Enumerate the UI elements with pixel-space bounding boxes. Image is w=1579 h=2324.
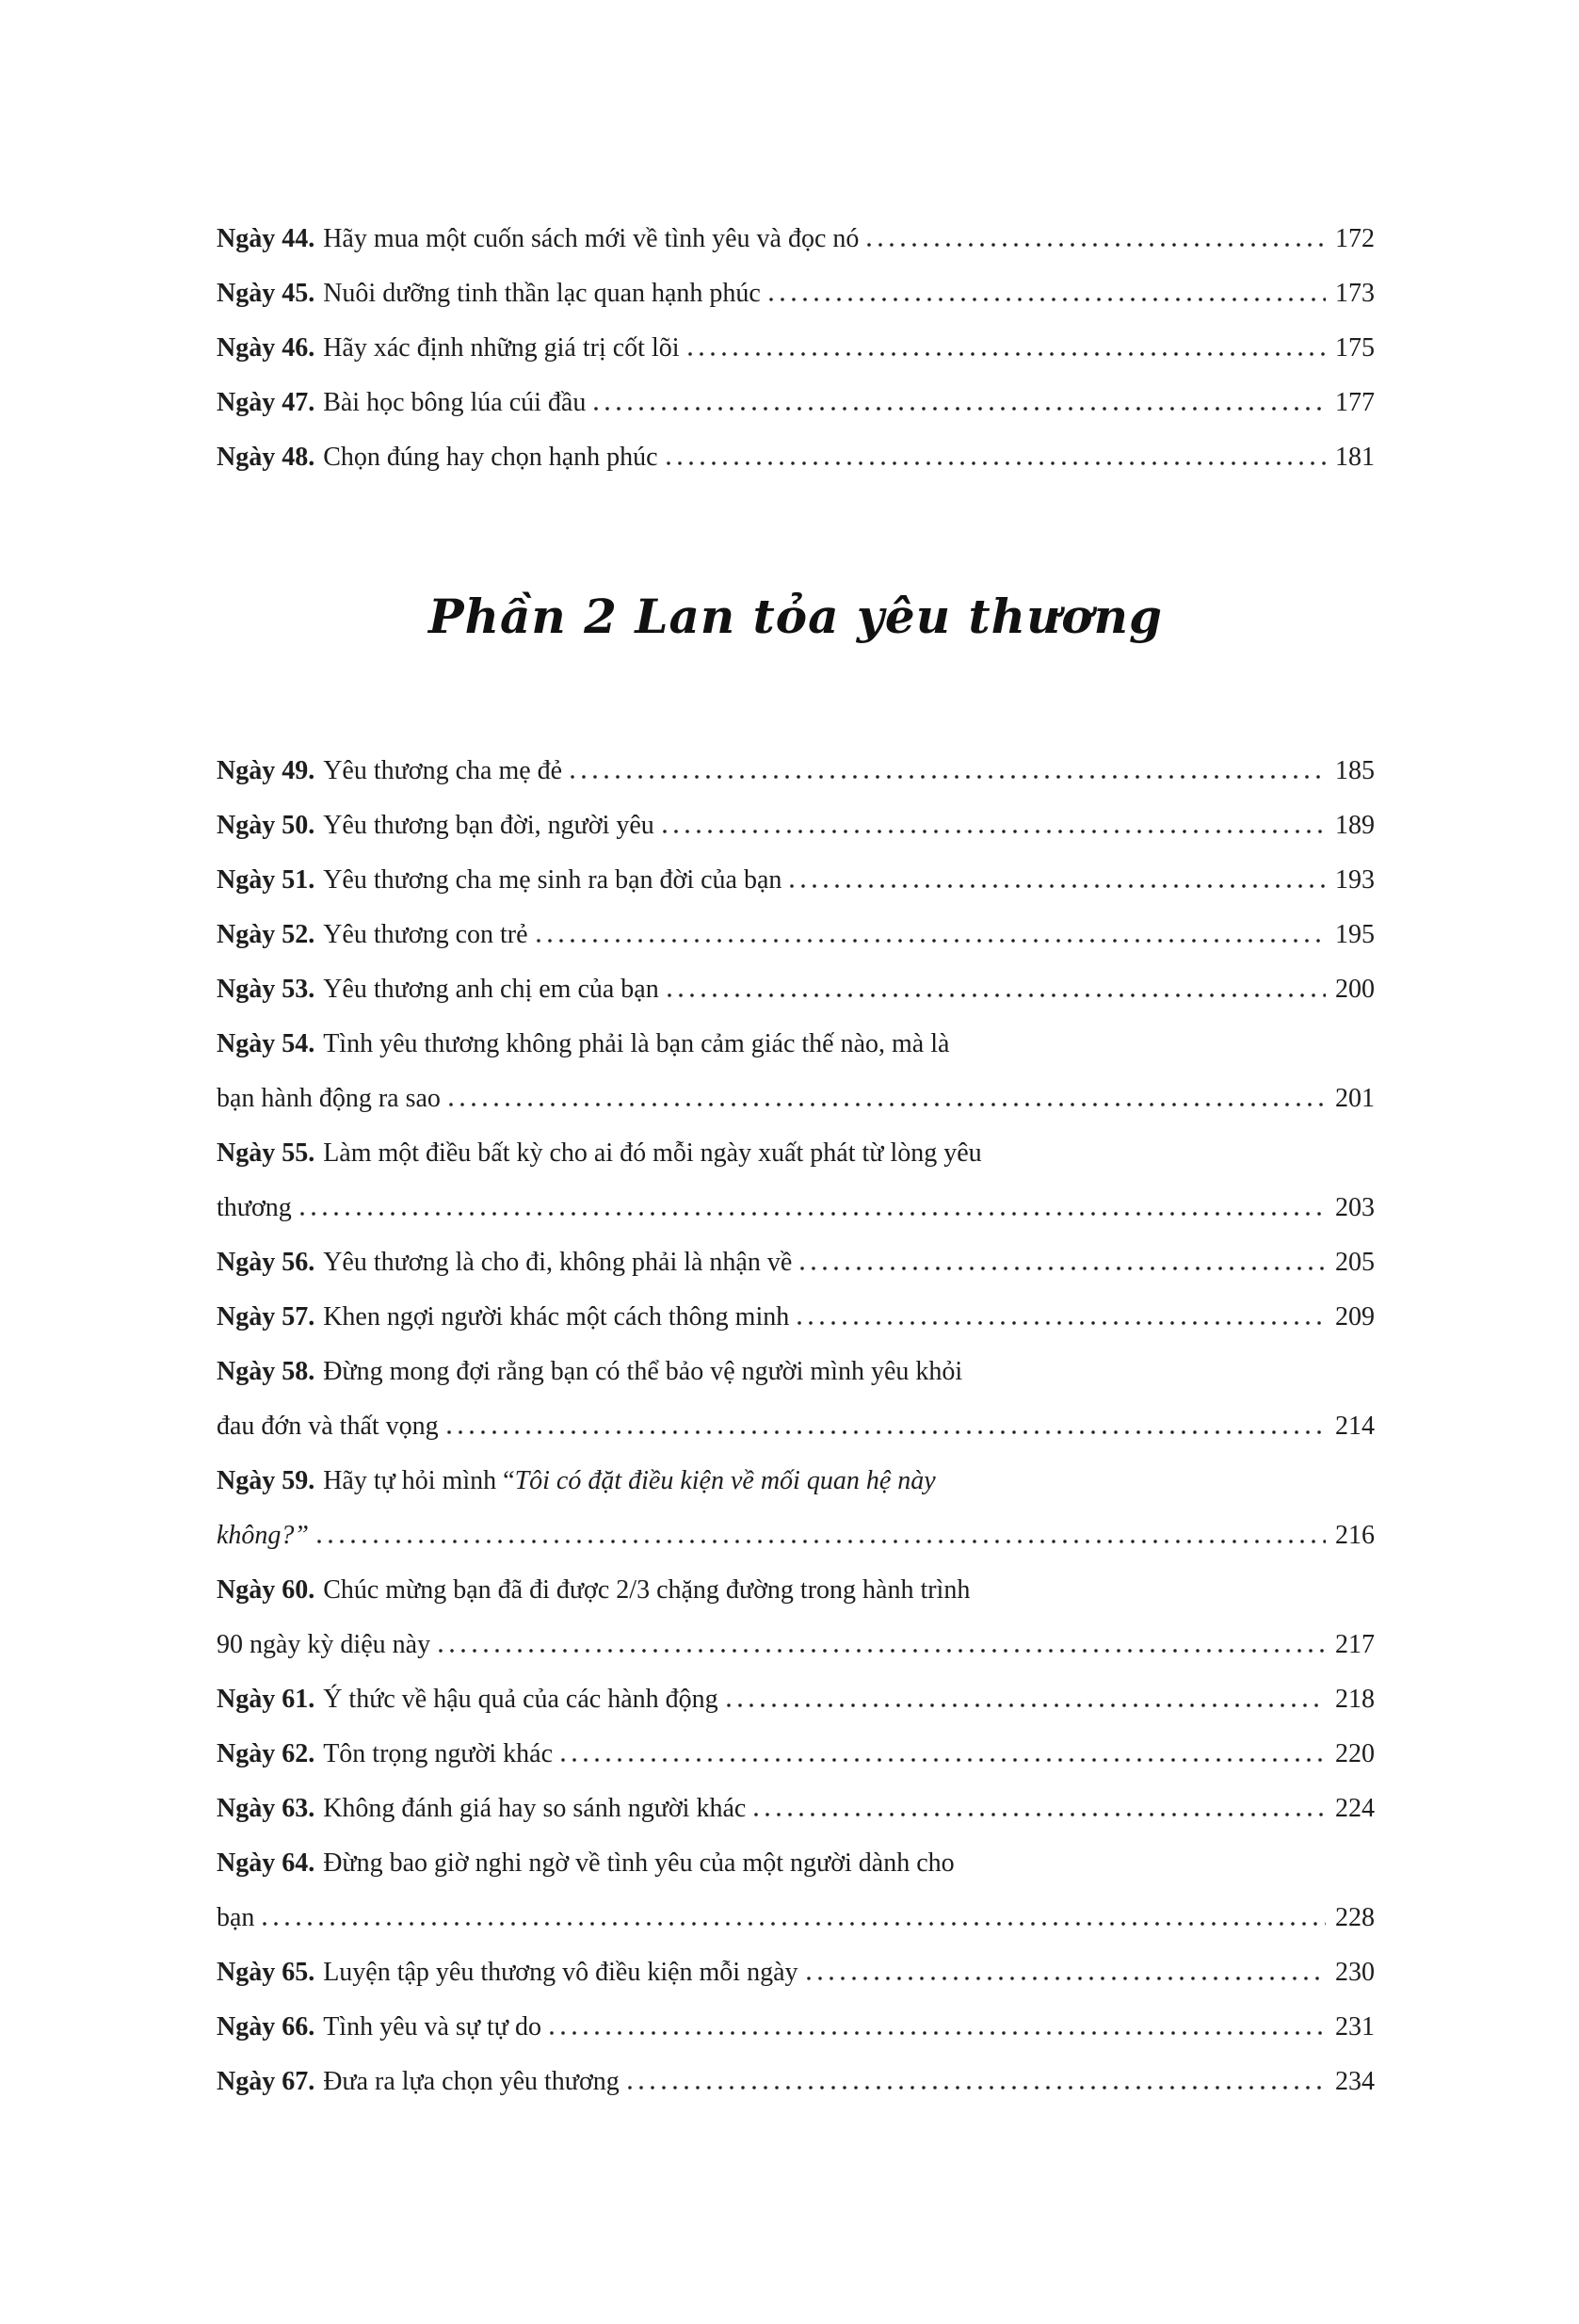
dot-leader <box>571 775 1326 779</box>
toc-entry <box>217 1345 1375 1454</box>
dot-leader <box>688 352 1326 356</box>
toc-line <box>217 430 1375 485</box>
toc-entry-title: Hãy xác định những giá trị cốt lõi <box>323 333 680 363</box>
toc-line <box>217 1563 1375 1618</box>
page-number: 231 <box>1335 2012 1375 2042</box>
toc-entry-label: Ngày 46. <box>217 333 315 363</box>
page-number: 214 <box>1335 1412 1375 1441</box>
dot-leader <box>667 461 1326 465</box>
dot-leader <box>561 1758 1326 1762</box>
toc-entry-title: Đừng bao giờ nghi ngờ về tình yêu của một người dành cho <box>323 1848 955 1878</box>
toc-line <box>217 908 1375 962</box>
dot-leader <box>727 1703 1326 1707</box>
page-number: 205 <box>1335 1248 1375 1277</box>
toc-entry-title: Tình yêu và sự tự do <box>323 2012 541 2042</box>
toc-entry-label: Ngày 56. <box>217 1248 315 1277</box>
toc-entry-label: Ngày 59. <box>217 1466 315 1495</box>
toc-entry-title: bạn hành động ra sao <box>217 1084 441 1113</box>
toc-entry <box>217 1782 1375 1836</box>
toc-entry-title: Bài học bông lúa cúi đầu <box>323 388 587 417</box>
toc-entry-label: Ngày 44. <box>217 224 315 253</box>
toc-entry <box>217 1945 1375 2000</box>
toc-entry-label: Ngày 54. <box>217 1029 315 1058</box>
toc-line <box>217 1727 1375 1782</box>
toc-entry <box>217 1727 1375 1782</box>
toc-line <box>217 853 1375 908</box>
toc-entry-title: Yêu thương con trẻ <box>323 920 528 949</box>
page-number: 173 <box>1335 279 1375 308</box>
page-number: 189 <box>1335 811 1375 840</box>
toc-entry-title: Yêu thương cha mẹ đẻ <box>323 756 563 785</box>
dot-leader <box>769 298 1326 301</box>
toc-line <box>217 1509 1375 1563</box>
toc-entry <box>217 853 1375 908</box>
toc-entry-label: Ngày 55. <box>217 1138 315 1168</box>
toc-entry-title: Đưa ra lựa chọn yêu thương <box>323 2067 620 2096</box>
page-number: 181 <box>1335 443 1375 472</box>
toc-entry-title: Đừng mong đợi rằng bạn có thể bảo vệ người mình yêu khỏi <box>323 1357 963 1386</box>
toc-entry-label: Ngày 65. <box>217 1958 315 1987</box>
toc-entry-title: 90 ngày kỳ diệu này <box>217 1630 431 1659</box>
toc-entry-label: Ngày 61. <box>217 1685 315 1714</box>
dot-leader <box>594 407 1326 411</box>
toc-entry-label: Ngày 63. <box>217 1794 315 1823</box>
toc-line <box>217 1126 1375 1181</box>
toc-entry-label: Ngày 62. <box>217 1739 315 1768</box>
toc-line <box>217 1945 1375 2000</box>
page-number: 203 <box>1335 1193 1375 1222</box>
toc-entry <box>217 908 1375 962</box>
toc-line <box>217 1836 1375 1891</box>
page-number: 185 <box>1335 756 1375 785</box>
toc-line <box>217 376 1375 430</box>
toc-entry-label: Ngày 66. <box>217 2012 315 2042</box>
toc-entry-title: Chọn đúng hay chọn hạnh phúc <box>323 443 658 472</box>
toc-entry-title <box>323 1466 936 1495</box>
toc-entry-title-segment: không?” <box>217 1521 309 1550</box>
toc-line <box>217 1891 1375 1945</box>
toc-entry-title: Ý thức về hậu quả của các hành động <box>323 1685 718 1714</box>
dot-leader <box>447 1430 1326 1434</box>
toc-line <box>217 1399 1375 1454</box>
toc-part-1 <box>217 212 1375 485</box>
toc-entry <box>217 266 1375 321</box>
toc-entry-title: Yêu thương cha mẹ sinh ra bạn đời của bạn <box>323 865 782 895</box>
dot-leader <box>867 243 1326 247</box>
toc-entry <box>217 1290 1375 1345</box>
toc-entry <box>217 744 1375 799</box>
toc-entry-label: Ngày 52. <box>217 920 315 949</box>
dot-leader <box>798 1321 1326 1325</box>
toc-entry-label: Ngày 51. <box>217 865 315 895</box>
toc-line <box>217 1072 1375 1126</box>
toc-entry-label: Ngày 47. <box>217 388 315 417</box>
toc-entry-label: Ngày 67. <box>217 2067 315 2096</box>
toc-entry <box>217 962 1375 1017</box>
page-number: 218 <box>1335 1685 1375 1714</box>
toc-entry <box>217 1563 1375 1672</box>
toc-line <box>217 1782 1375 1836</box>
page-number: 209 <box>1335 1302 1375 1331</box>
toc-entry <box>217 1836 1375 1945</box>
toc-line <box>217 799 1375 853</box>
toc-entry-label: Ngày 48. <box>217 443 315 472</box>
page-number: 201 <box>1335 1084 1375 1113</box>
toc-line <box>217 1235 1375 1290</box>
toc-line <box>217 1181 1375 1235</box>
toc-entry <box>217 1126 1375 1235</box>
toc-entry <box>217 376 1375 430</box>
toc-line <box>217 212 1375 266</box>
dot-leader <box>537 939 1326 943</box>
dot-leader <box>263 1922 1326 1926</box>
dot-leader <box>439 1649 1326 1653</box>
page-number: 228 <box>1335 1903 1375 1932</box>
toc-entry <box>217 2055 1375 2109</box>
toc-entry-label: Ngày 64. <box>217 1848 315 1878</box>
toc-entry-title: Khen ngợi người khác một cách thông minh <box>323 1302 790 1331</box>
toc-entry-title: Luyện tập yêu thương vô điều kiện mỗi ngày <box>323 1958 798 1987</box>
toc-entry <box>217 1235 1375 1290</box>
toc-entry <box>217 799 1375 853</box>
dot-leader <box>317 1540 1326 1543</box>
toc-line <box>217 1345 1375 1399</box>
page-number: 195 <box>1335 920 1375 949</box>
toc-line <box>217 266 1375 321</box>
toc-entry-title-segment: Hãy tự hỏi mình “ <box>323 1466 515 1495</box>
toc-entry-title <box>217 1509 309 1563</box>
toc-line <box>217 1290 1375 1345</box>
toc-entry <box>217 1017 1375 1126</box>
toc-entry-title: bạn <box>217 1903 255 1932</box>
toc-entry-title: Yêu thương bạn đời, người yêu <box>323 811 654 840</box>
toc-line <box>217 321 1375 376</box>
dot-leader <box>807 1977 1326 1980</box>
toc-line <box>217 962 1375 1017</box>
toc-entry-label: Ngày 60. <box>217 1575 315 1605</box>
dot-leader <box>754 1813 1326 1816</box>
toc-entry <box>217 430 1375 485</box>
toc-entry-title: Nuôi dưỡng tinh thần lạc quan hạnh phúc <box>323 279 761 308</box>
toc-entry <box>217 1454 1375 1563</box>
toc-entry-title: Yêu thương anh chị em của bạn <box>323 975 659 1004</box>
toc-entry-title: Hãy mua một cuốn sách mới về tình yêu và đọc nó <box>323 224 860 253</box>
page-number: 172 <box>1335 224 1375 253</box>
toc-line <box>217 1017 1375 1072</box>
toc-entry-title: Tình yêu thương không phải là bạn cảm giác thế nào, mà là <box>323 1029 950 1058</box>
page-number: 234 <box>1335 2067 1375 2096</box>
toc-line <box>217 744 1375 799</box>
page-number: 224 <box>1335 1794 1375 1823</box>
toc-line <box>217 2055 1375 2109</box>
dot-leader <box>550 2031 1326 2035</box>
dot-leader <box>300 1212 1326 1216</box>
dot-leader <box>790 884 1326 888</box>
page-number: 200 <box>1335 975 1375 1004</box>
page-number: 230 <box>1335 1958 1375 1987</box>
toc-entry-label: Ngày 50. <box>217 811 315 840</box>
page-number: 193 <box>1335 865 1375 895</box>
toc-entry-title: Tôn trọng người khác <box>323 1739 554 1768</box>
toc-line <box>217 1454 1375 1509</box>
page-number: 177 <box>1335 388 1375 417</box>
page-number: 175 <box>1335 333 1375 363</box>
toc-part-2 <box>217 744 1375 2109</box>
toc-line <box>217 1618 1375 1672</box>
toc-entry <box>217 2000 1375 2055</box>
toc-line <box>217 2000 1375 2055</box>
page-number: 216 <box>1335 1521 1375 1550</box>
toc-entry-label: Ngày 45. <box>217 279 315 308</box>
toc-entry-title: Chúc mừng bạn đã đi được 2/3 chặng đường trong hành trình <box>323 1575 971 1605</box>
toc-entry <box>217 321 1375 376</box>
dot-leader <box>449 1103 1326 1106</box>
toc-entry <box>217 212 1375 266</box>
toc-entry-label: Ngày 57. <box>217 1302 315 1331</box>
toc-entry-label: Ngày 49. <box>217 756 315 785</box>
toc-entry-label: Ngày 53. <box>217 975 315 1004</box>
dot-leader <box>668 993 1326 997</box>
page-number: 220 <box>1335 1739 1375 1768</box>
toc-entry-label: Ngày 58. <box>217 1357 315 1386</box>
toc-entry-title: Không đánh giá hay so sánh người khác <box>323 1794 747 1823</box>
toc-line <box>217 1672 1375 1727</box>
toc-entry-title: Yêu thương là cho đi, không phải là nhận về <box>323 1248 793 1277</box>
toc-entry <box>217 1672 1375 1727</box>
dot-leader <box>663 830 1326 833</box>
page-number: 217 <box>1335 1630 1375 1659</box>
toc-entry-title: đau đớn và thất vọng <box>217 1412 439 1441</box>
toc-entry-title: Làm một điều bất kỳ cho ai đó mỗi ngày xuất phát từ lòng yêu <box>323 1138 982 1168</box>
toc-entry-title: thương <box>217 1193 292 1222</box>
dot-leader <box>800 1267 1326 1270</box>
dot-leader <box>628 2086 1326 2090</box>
toc-entry-title-segment: Tôi có đặt điều kiện về mối quan hệ này <box>514 1466 936 1495</box>
section-heading: Phần 2 Lan tỏa yêu thương <box>428 589 1163 644</box>
